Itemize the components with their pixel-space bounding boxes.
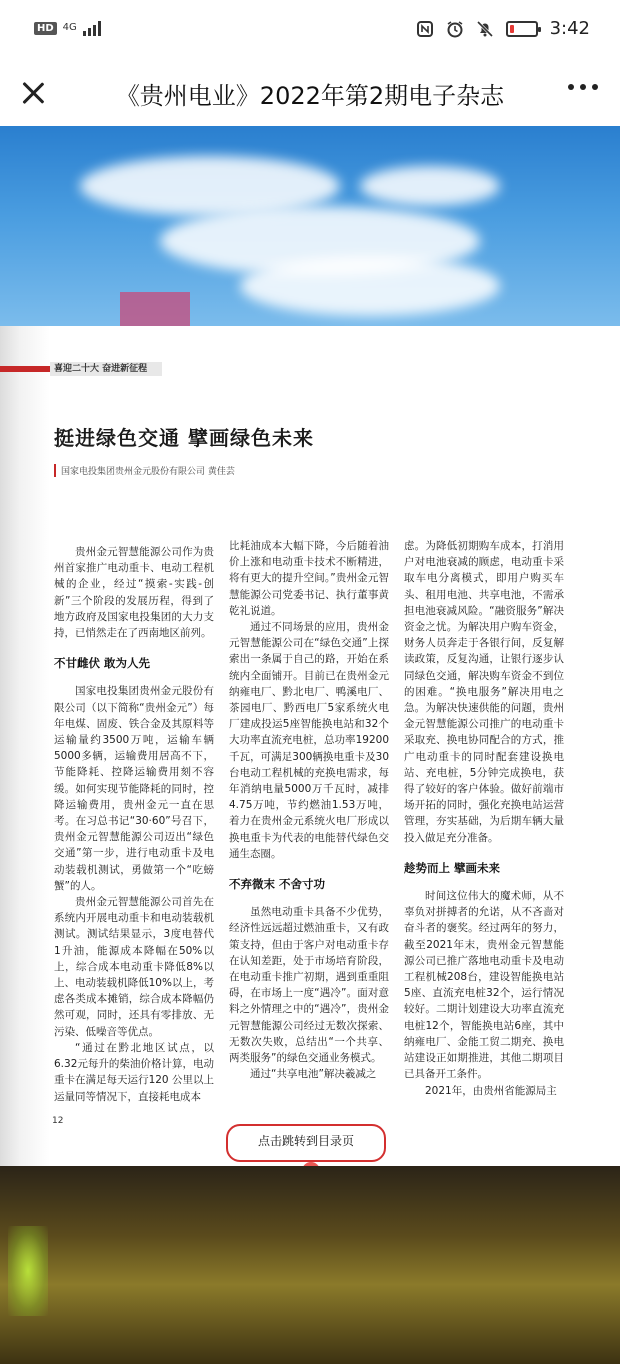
decorative-glow [8,1226,48,1316]
page-title: 《贵州电业》2022年第2期电子杂志 [115,82,505,110]
status-left [34,20,101,36]
goto-toc-button[interactable]: 点击跳转到目录页 [226,1124,386,1162]
page-number: 12 [52,1116,64,1126]
article-column-3 [404,538,564,1099]
header-sky-image [0,126,620,326]
paragraph: 虽然电动重卡具备不少优势，经济性远远超过燃油重卡，又有政策支持，但由于客户对电动重卡存在认知差距，处于市场培育阶段，在电动重卡推广初期，遇到重重阻碍，在市场上一度“遇冷”。面对意料之外情理之中的“遇冷”，贵州金元智慧能源公司经过无数次探索、无数次失败，总结出“一个共享、两类服务”的绿色交通业务模式。 [229,906,389,1065]
article-page [0,326,620,1166]
subheading: 不弃微末 不舍寸功 [229,877,326,892]
paragraph: 虑。为降低初期购车成本，打消用户对电池衰减的顾虑，电动重卡采取车电分离模式，即用户购买车头、租用电池、共享电池，不需承担电池衰减风险。“融资服务”解决资金之忧。为解决用户购车资金，财务人员奔走于各银行间，反复解读政策，反复沟通，让银行逐步认同绿色交通，解决购车资金不到位的困难。“换电服务”解决用电之急。为解决快速供能的问题，贵州金元智慧能源公司推广的电动重卡采取充、换电协同配合的方式，推广电动重卡的同时配套建设换电站、充电桩，5分钟完成换电，获得了较好的客户体验。做好前端市场开拓的同时，强化充换电站运营管理，夯实基础，为后期车辆大量投入做足充分准备。 [404,540,564,844]
paragraph: 时间这位伟大的魔术师，从不辜负对拼搏者的允诺，从不吝啬对奋斗者的褒奖。经过两年的努力，截至2021年末，贵州金元智慧能源公司已推广落地电动重卡及电动工程机械208台，建设智能换电站5座、直流充电桩32个，运行情况较好。二期计划建设大功率直流充电桩12个，智能换电站6座，其中纳雍电厂、金能工贸二期充、换电站建设正如期推进，其他二期项目已具备开工条件。 [404,890,564,1081]
status-bar [0,0,620,62]
more-options-button[interactable] [568,84,598,90]
paragraph: 通过“共享电池”解决羲减之 [250,1068,377,1081]
paragraph: 国家电投集团贵州金元股份有限公司（以下简称“贵州金元”）每年电煤、固废、铁合金及其原料等运输量约3500万吨，运输车辆5000多辆，运输费用居高不下，节能降耗、控降运输费用刻不容缓。如何实现节能降耗的同时，控降运输费用，贵州金元一直在思考。在习总书记“30·60”号召下，贵州金元智慧能源公司迈出“绿色交通”第一步，进行电动重卡及电动装载机测试，勇做第一个“吃螃蟹”的人。 [54,685,214,892]
article-column-1 [54,544,214,1105]
alarm-icon [446,20,464,38]
subheading: 不甘雌伏 敢为人先 [54,656,151,671]
battery-level [510,25,514,33]
subheading: 趁势而上 擘画未来 [404,860,501,875]
nfc-icon [416,20,434,38]
paragraph: 贵州金元智慧能源公司作为贵州首家推广电动重卡、电动工程机械的企业，经过“摸索-实践-创新”三个阶段的发展历程，得到了地方政府及国家电投集团的大力支持，已悄然走在了西南地区前列。 [54,546,214,640]
battery-icon [506,21,538,37]
hd-badge: HD [34,22,57,35]
mute-icon [476,20,494,38]
close-button[interactable] [16,76,50,110]
article-column-2 [229,538,389,1083]
section-accent [0,366,50,372]
paragraph: 通过不同场景的应用，贵州金元智慧能源公司在“绿色交通”上探索出一条属于自己的路，开始在系统内全面铺开。目前已在贵州金元纳雍电厂、黔北电厂、鸭溪电厂、茶园电厂、黔西电厂5家系统火电厂建成投运5座智能换电站和32个大功率直流充电桩，总功率19200千瓦，可满足300辆换电重卡及30台电动工程机械的充换电需求，每年消纳电量5000万千瓦时，减排4.75万吨，节约燃油1.53万吨，着力在贵州金元系统火电厂形成以换电重卡为代表的电能替代绿色交通生态圈。 [229,621,389,860]
footer-forest-image [0,1166,620,1364]
section-label: 喜迎二十大 奋进新征程 [50,362,162,376]
status-right [416,18,590,39]
article-byline: 国家电投集团贵州金元股份有限公司 黄佳芸 [54,464,235,477]
magazine-viewer[interactable] [0,126,620,1364]
paragraph: 贵州金元智慧能源公司首先在系统内开展电动重卡和电动装载机测试。测试结果显示，3度电替代1升油，能源成本降幅在50%以上，综合成本电动重卡降低8%以上、电动装载机降低10%以上，考虑各类成本摊销，综合成本降幅仍然可观，同时，还具有零排放、无污染、低噪音等优点。 [54,896,214,1038]
paragraph: 比耗油成本大幅下降，今后随着油价上涨和电动重卡技术不断精进，将有更大的提升空间。”贵州金元智慧能源公司党委书记、执行董事黄乾礼说道。 [229,540,389,617]
paragraph: 2021年，由贵州省能源局主 [425,1084,557,1097]
paragraph: “通过在黔北地区试点，以6.32元每升的柴油价格计算，电动重卡在满足每天运行120 公里以上运量同等情况下，直接耗电成本 [54,1041,214,1103]
clock: 3:42 [549,18,590,39]
more-dot-icon [568,84,574,90]
decorative-strip [120,292,190,326]
network-type: 4G [62,22,77,33]
title-bar [0,62,620,126]
signal-icon [83,20,101,36]
more-dot-icon [592,84,598,90]
article-title: 挺进绿色交通 擘画绿色未来 [54,426,314,450]
more-dot-icon [580,84,586,90]
